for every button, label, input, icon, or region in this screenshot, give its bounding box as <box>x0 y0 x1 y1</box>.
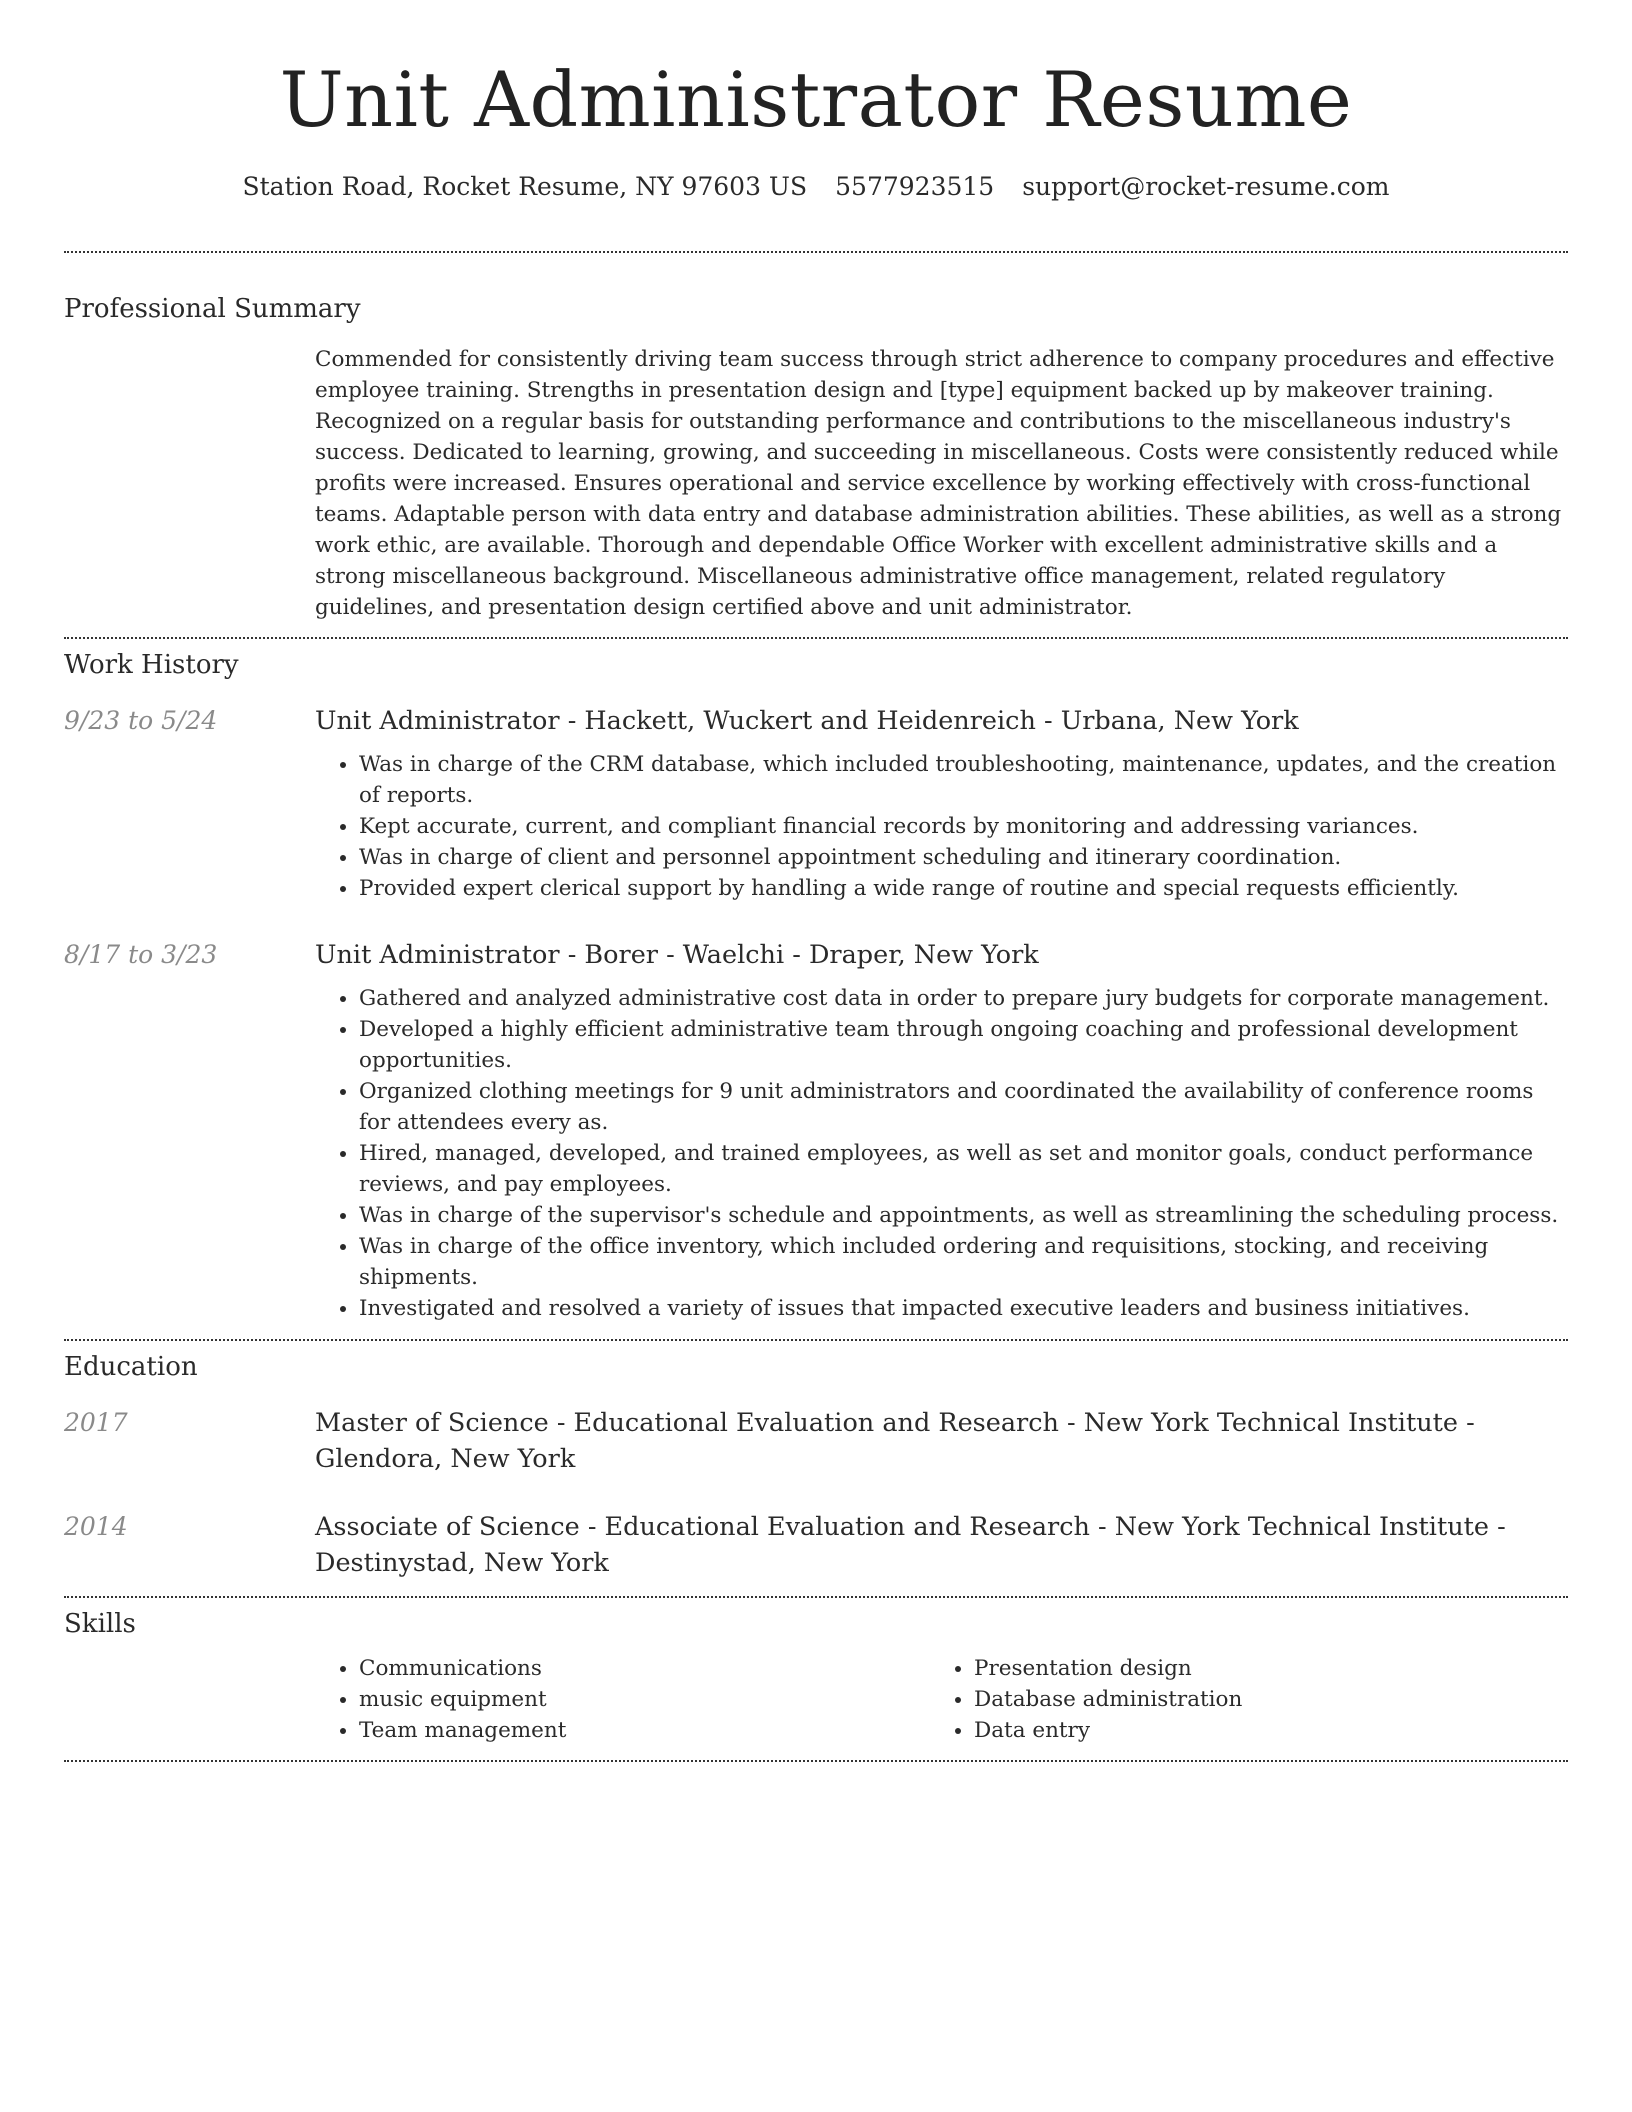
job-bullet: • Gathered and analyzed administrative cost data in order to prepare jury budgets for corporate management. <box>359 983 1568 1014</box>
education-year: 2017 <box>64 1408 128 1437</box>
job-dates: 8/17 to 3/23 <box>64 940 218 969</box>
skills-grid <box>315 1653 1568 1746</box>
education-entry <box>64 1405 1568 1477</box>
job-title: Unit Administrator - Hackett, Wuckert and Heidenreich - Urbana, New York <box>315 706 1299 736</box>
education-entry <box>64 1509 1568 1581</box>
job-bullet: • Kept accurate, current, and compliant financial records by monitoring and addressing variances. <box>359 811 1568 842</box>
job-bullet: • Investigated and resolved a variety of issues that impacted executive leaders and business initiatives. <box>359 1293 1568 1324</box>
resume-title: Unit Administrator Resume <box>279 55 1353 144</box>
education-year: 2014 <box>64 1512 128 1541</box>
skill-item: • music equipment <box>359 1684 930 1715</box>
section-title-work-history: Work History <box>64 650 239 680</box>
email-text: support@rocket-resume.com <box>1022 172 1390 201</box>
job-bullet: • Hired, managed, developed, and trained employees, as well as set and monitor goals, conduct performance reviews, and pay employees. <box>359 1138 1568 1200</box>
summary-text: Commended for consistently driving team success through strict adherence to company procedures and effective employee training. Strengths in presentation design and [type] equipment backed up by makeover training. Recognized on a regular basis for outstanding performance and contributions to the miscellaneous industry's success. Dedicated to learning, growing, and succeeding in miscellaneous. Costs were consistently reduced while profits were increased. Ensures operational and service excellence by working effectively with cross-functional teams. Adaptable person with data entry and database administration abilities. These abilities, as well as a strong work ethic, are available. Thorough and dependable Office Worker with excellent administrative skills and a strong miscellaneous background. Miscellaneous administrative office management, related regulatory guidelines, and presentation design certified above and unit administrator. <box>315 347 1562 620</box>
contact-line <box>64 170 1568 204</box>
phone-text: 5577923515 <box>835 172 995 201</box>
address-text: Station Road, Rocket Resume, NY 97603 US <box>242 172 808 201</box>
skill-item: • Database administration <box>974 1684 1545 1715</box>
job-title: Unit Administrator - Borer - Waelchi - Draper, New York <box>315 940 1039 970</box>
job-bullet-list <box>315 749 1568 904</box>
job-bullet: • Was in charge of the CRM database, which included troubleshooting, maintenance, updates, and the creation of reports. <box>359 749 1568 811</box>
skills-column-left <box>315 1653 930 1746</box>
education-title: Master of Science - Educational Evaluation and Research - New York Technical Institute - Glendora, New York <box>315 1408 1475 1474</box>
skill-item: • Communications <box>359 1653 930 1684</box>
skills-column-right <box>930 1653 1545 1746</box>
education-title: Associate of Science - Educational Evaluation and Research - New York Technical Institute - Destinystad, New York <box>315 1512 1506 1578</box>
job-bullet-list <box>315 983 1568 1324</box>
job-entry <box>64 703 1568 904</box>
resume-page <box>64 0 1568 1762</box>
job-bullet: • Provided expert clerical support by handling a wide range of routine and special requests efficiently. <box>359 873 1568 904</box>
section-title-skills: Skills <box>64 1609 136 1639</box>
divider <box>64 1760 1568 1762</box>
section-title-education: Education <box>64 1352 198 1382</box>
job-bullet: • Was in charge of the supervisor's schedule and appointments, as well as streamlining the scheduling process. <box>359 1200 1568 1231</box>
job-entry <box>64 937 1568 1324</box>
job-dates: 9/23 to 5/24 <box>64 706 218 735</box>
job-bullet: • Organized clothing meetings for 9 unit administrators and coordinated the availability of conference rooms for attendees every as. <box>359 1076 1568 1138</box>
section-title-summary: Professional Summary <box>64 294 361 324</box>
skill-item: • Data entry <box>974 1715 1545 1746</box>
skill-item: • Presentation design <box>974 1653 1545 1684</box>
job-bullet: • Was in charge of the office inventory, which included ordering and requisitions, stocking, and receiving shipments. <box>359 1231 1568 1293</box>
job-bullet: • Developed a highly efficient administrative team through ongoing coaching and professional development opportunities. <box>359 1014 1568 1076</box>
skills-list <box>930 1653 1545 1746</box>
job-bullet: • Was in charge of client and personnel appointment scheduling and itinerary coordination. <box>359 842 1568 873</box>
skills-list <box>315 1653 930 1746</box>
skill-item: • Team management <box>359 1715 930 1746</box>
